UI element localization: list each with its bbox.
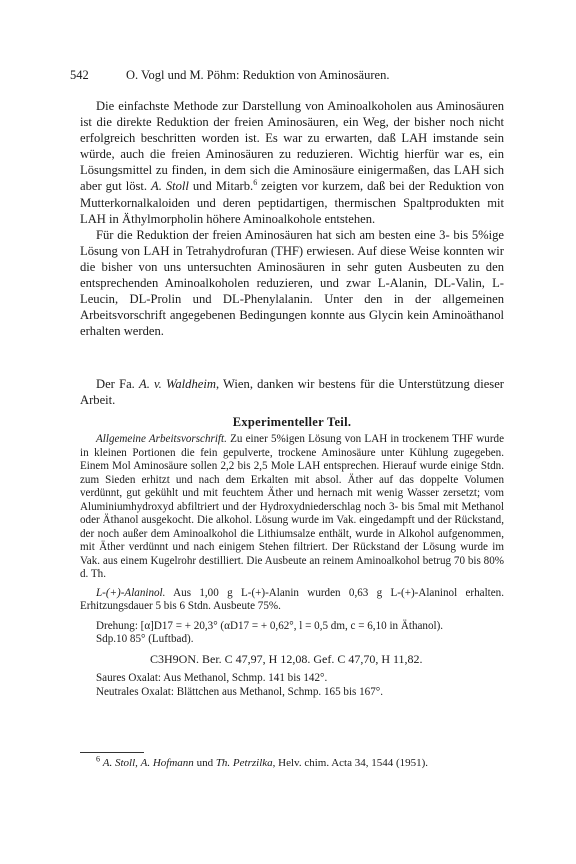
footnote-number: 6 xyxy=(96,754,100,764)
ack-pre: Der Fa. xyxy=(96,377,139,391)
general-procedure-text: Zu einer 5%igen Lösung von LAH in trockenem THF wurde in kleinen Portionen die fein gepulverte, trockene Aminosäure unter Kühlung zugegeben. Einem Mol Aminosäure sollen 2,2 bis 2,5 Mole LAH entsprechen. Hierauf wurde einige Stdn. zum Sieden erhitzt und nach dem Erkalten mit absol. Äther auf das doppelte Volumen verdünnt, gut gekühlt und mit feuchtem Äther und hernach mit wenig Wasser zersetzt; vom Aluminiumhydroxyd abfiltriert und der Hydroxydniederschlag noch 3- bis 5mal mit Methanol oder Äthanol ausgekocht. Die alkohol. Lösung wurde im Vak. eingedampft und der Rückstand, der noch außer dem Aminoalkohol die Lithiumsalze enthält, wurde in Alkohol aufgenommen, mit Äther verdünnt und nach einigem Stehen filtriert. Der Rückstand der Lösung wurde im Vak. aus einem Kugelrohr destilliert. Die Ausbeute an reinem Aminoalkohol betrug 70 bis 80% d. Th. xyxy=(80,433,504,580)
and-word: und xyxy=(188,179,216,194)
boiling-point: Sdp.10 85° (Luftbad). xyxy=(96,633,194,645)
alaninol-paragraph xyxy=(80,587,504,614)
ack-name: A. v. Waldheim xyxy=(139,377,216,391)
elemental-analysis: C3H9ON. Ber. C 47,97, H 12,08. Gef. C 47,70, H 11,82. xyxy=(150,651,423,666)
general-procedure xyxy=(80,433,504,582)
footnote-citation: , Helv. chim. Acta 34, 1544 (1951). xyxy=(272,757,429,769)
author-stoll: A. Stoll xyxy=(151,179,189,194)
intro-paragraph-1 xyxy=(80,98,504,227)
experimental-section xyxy=(80,433,504,699)
mitarb: Mitarb. xyxy=(215,179,254,194)
ack-post: , Wien, danken wir bestens für die Unterstützung dieser Arbeit. xyxy=(80,377,504,408)
footnote xyxy=(80,754,504,771)
section-heading: Experimenteller Teil. xyxy=(232,415,352,429)
footnote-ref: 6 xyxy=(253,178,258,188)
rotation-line: Drehung: [α]D17 = + 20,3° (αD17 = + 0,62°, l = 0,5 dm, c = 6,10 in Äthanol). xyxy=(96,619,444,632)
general-procedure-label: Allgemeine Arbeitsvorschrift. xyxy=(96,433,227,445)
intro-section xyxy=(80,98,504,339)
footnote-author-3: Th. Petrzilka xyxy=(215,757,273,769)
page-number: 542 xyxy=(70,68,89,82)
footnote-divider xyxy=(80,752,144,753)
intro-paragraph-2: Für die Reduktion der freien Aminosäuren hat sich am besten eine 3- bis 5%ige Lösung von LAH in Tetrahydrofuran (THF) erwiesen. Auf diese Weise konnten wir die bisher von uns untersuchten Aminosäuren in sehr guten Ausbeuten zu den entsprechenden Aminoalkoholen reduzieren, und zwar L-Alanin, DL-Valin, L-Leucin, DL-Prolin und DL-Phenylalanin. Unter den in der allgemeinen Arbeitsvorschrift angegebenen Bedingungen konnte aus Glycin kein Aminoäthanol erhalten werden. xyxy=(80,227,504,339)
footnote-author-1: A. Stoll xyxy=(102,757,136,769)
alaninol-label: L-(+)-Alaninol. xyxy=(96,586,166,599)
intro-p1-rest: zeigten vor kurzem, daß bei der Reduktion von Mutterkornalkaloiden und deren peptidartigen, thermischen Spaltprodukten mit LAH in Äthylmorpholin höhere Aminoalkohole entstehen. xyxy=(80,179,504,226)
footnote-sep: , xyxy=(135,757,141,769)
running-title: O. Vogl und M. Pöhm: Reduktion von Aminosäuren. xyxy=(126,68,390,82)
alaninol-text: Aus 1,00 g L-(+)-Alanin wurden 0,63 g L-(+)-Alaninol erhalten. Erhitzungsdauer 5 bis 6 Stdn. Ausbeute 75%. xyxy=(80,586,504,612)
footnote-author-2: A. Hofmann xyxy=(140,757,194,769)
running-header xyxy=(70,68,514,83)
acid-oxalate: Saures Oxalat: Aus Methanol, Schmp. 141 bis 142°. xyxy=(96,672,328,684)
footnote-und: und xyxy=(193,757,216,769)
acknowledgement xyxy=(80,376,504,408)
intro-p1-text: Die einfachste Methode zur Darstellung von Aminoalkoholen aus Aminosäuren ist die direkte Reduktion der freien Aminosäuren, ein Weg, der bisher noch nicht erfolgreich beschritten worden ist. Es war zu erwarten, daß LAH imstande sein würde, auch die freien Aminosäuren zu reduzieren. Wichtig hierfür war es, ein Lösungsmittel zu finden, in dem sich die Aminosäure einigermaßen, das LAH sich aber gut löst. xyxy=(80,99,504,194)
neutral-oxalate: Neutrales Oxalat: Blättchen aus Methanol, Schmp. 165 bis 167°. xyxy=(96,685,383,698)
